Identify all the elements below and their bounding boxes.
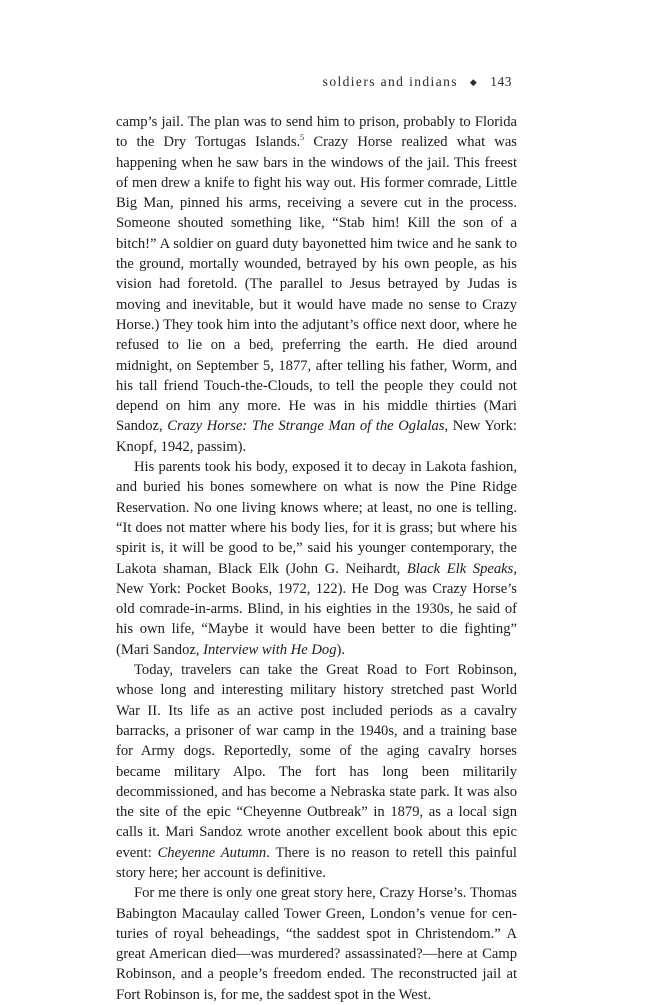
italic-title: Cheyenne Autumn <box>157 844 267 861</box>
text-run: For me there is only one great story here, Crazy Horse’s. Thomas Babington Macaulay called Tower Green, London’s venue for centuries of royal beheadings, “the saddest spot in Christendom.” A great American died—was murdered? assassinated?—here at Camp Robinson, and a people’s freedom ended. The reconstructed jail at Fort Robinson is, for me, the saddest spot in the West. <box>116 885 517 1003</box>
text-run: ). <box>336 641 346 658</box>
text-run: His parents took his body, exposed it to decay in Lakota fashion, and buried his bones somewhere on what is now the Pine Ridge Reservation. No one living knows where; at least, no one is telling. “It does not matter where his body lies, for it is grass; but where his spirit is, it will be good to be,” said his younger contemporary, the Lakota shaman, Black Elk (John G. Neihardt, <box>116 459 517 577</box>
page-number: 143 <box>490 74 512 89</box>
text-run: camp’s jail. The plan was to send him to prison, probably to Florida to the Dry Tortugas Islands. <box>116 114 517 151</box>
paragraph <box>116 883 517 1005</box>
text-run: , New York: Pocket Books, 1972, 122). He Dog was Crazy Horse’s old comrade-in-arms. Blind, in his eighties in the 1930s, he said of his own life, “Maybe it would have been better to die fighting” (Mari Sandoz, <box>116 560 517 658</box>
running-head <box>323 74 512 90</box>
text-run: . There is no reason to retell this painful story here; her account is definitive. <box>116 844 517 881</box>
italic-title: Crazy Horse: The Strange Man of the Oglalas <box>167 418 445 435</box>
text-run: Crazy Horse realized what was happening when he saw bars in the windows of the jail. This freest of men drew a knife to fight his way out. His former comrade, Little Big Man, pinned his arms, receiving a severe cut in the process. Someone shouted something like, “Stab him! Kill the son of a bitch!” A soldier on guard duty bayonetted him twice and he sank to the ground, mortally wounded, betrayed by his own people, as his vision had foretold. (The parallel to Jesus betrayed by Judas is moving and inevitable, but it would have made no sense to Crazy Horse.) They took him into the adjutant’s office next door, where he refused to lie on a bed, preferring the earth. He died around midnight, on September 5, 1877, after telling his father, Worm, and his tall friend Touch-the-Clouds, to tell the people they could not depend on him any more. He was in his middle thirties (Mari Sandoz, <box>116 134 517 435</box>
italic-title: Black Elk Speaks <box>406 560 514 577</box>
body-text <box>116 112 517 1005</box>
footnote-marker: 5 <box>300 133 305 143</box>
diamond-separator-icon: ◆ <box>469 77 479 87</box>
paragraph <box>116 660 517 883</box>
paragraph <box>116 112 517 457</box>
text-run: , New York: Knopf, 1942, passim). <box>116 418 517 455</box>
running-head-section: soldiers and indians <box>322 74 458 89</box>
italic-title: Interview with He Dog <box>203 641 337 658</box>
text-run: Today, travelers can take the Great Road to Fort Robinson, whose long and interesting military history stretched past World War II. Its life as an active post included periods as a cavalry barracks, a prisoner of war camp in the 1940s, and a training base for Army dogs. Reportedly, some of the aging cavalry horses became military Alpo. The fort has long been militarily decommissioned, and has become a Nebraska state park. It was also the site of the epic “Cheyenne Outbreak” in 1879, as a local sign calls it. Mari Sandoz wrote another excellent book about this epic event: <box>116 662 517 861</box>
paragraph <box>116 457 517 660</box>
